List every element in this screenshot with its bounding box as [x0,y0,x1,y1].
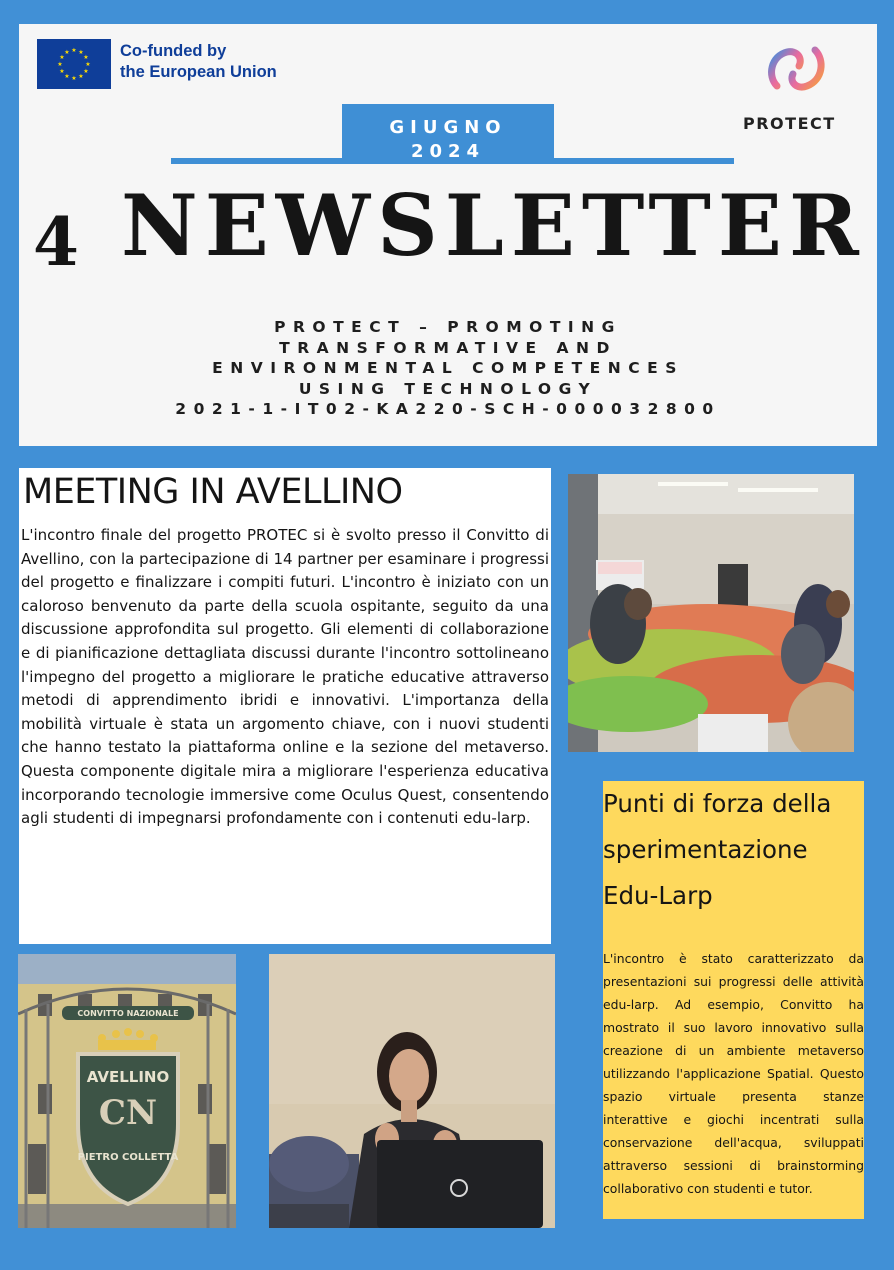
subtitle-line: ENVIRONMENTAL COMPETENCES [212,359,684,377]
article-body: L'incontro finale del progetto PROTEC si è svolto presso il Convitto di Avellino, con la partecipazione di 14 partner per esaminare i progressi del progetto e finalizzare i compiti futuri. L'incontro è iniziato con un caloroso benvenuto da parte della scuola ospitante, seguito da una discussione approfondita sul progetto. Gli elementi di collaborazione e di pianificazione dettagliata discussi durante l'incontro sottolineano l'impegno del progetto a migliorare le pratiche educative attraverso metodi di apprendimento ibridi e innovativi. L'importanza della mobilità virtuale è stata un argomento chiave, con i nuovi studenti che hanno testato la piattaforma online e la sezione del metaverso. Questa componente digitale mira a migliorare l'esperienza educativa incorporando tecnologie immersive come Oculus Quest, consentendo agli studenti di impegnarsi profondamente con i contenuti edu-larp. [21,526,549,828]
sidebar-title-line: Edu-Larp [603,881,713,910]
crest-initials: CN [98,1093,158,1133]
newsletter-header [19,24,877,446]
meeting-article [19,468,551,944]
article-title: MEETING IN AVELLINO [23,472,403,512]
subtitle-line: PROTECT – PROMOTING [274,318,622,336]
svg-text:★: ★ [78,73,84,80]
edu-larp-sidebar [603,781,864,1219]
convitto-crest-photo [18,954,236,1228]
svg-text:★: ★ [71,75,77,82]
subtitle-line: USING TECHNOLOGY [298,379,598,398]
protect-logo-icon [763,38,831,100]
project-subtitle [19,317,877,420]
crest-city-label: AVELLINO [86,1068,170,1086]
svg-text:★: ★ [57,61,63,68]
crest-banner-label: CONVITTO NAZIONALE [77,1009,179,1018]
svg-text:★: ★ [59,54,65,61]
sidebar-title [603,781,864,919]
svg-text:★: ★ [78,49,84,56]
eu-cofunding-label: Co-funded by the European Union [120,42,277,81]
issue-number: 4 [33,203,79,281]
protect-brand-label: PROTECT [743,114,836,133]
svg-text:★: ★ [64,49,70,56]
project-code: 2021-1-IT02-KA220-SCH-000032800 [175,400,721,418]
svg-text:★: ★ [83,68,89,75]
speaker-photo [269,954,555,1228]
svg-text:★: ★ [64,73,70,80]
svg-text:★: ★ [59,68,65,75]
sidebar-title-line: sperimentazione [603,835,808,864]
eu-flag-icon [37,39,111,89]
svg-text:★: ★ [85,61,91,68]
issue-date-badge: GIUGNO 2024 [342,104,554,164]
svg-text:★: ★ [83,54,89,61]
sidebar-body: L'incontro è stato caratterizzato da presentazioni sui progressi delle attività edu-larp. Ad esempio, Convitto ha mostrato il suo lavoro innovativo sulla creazione di un ambiente metaverso utilizzando l'applicazione Spatial. Questo spazio virtuale presenta stanze interattive e giochi incentrati sulla conservazione dell'acqua, sviluppati attraverso sessioni di brainstorming collaborativo con studenti e tutor. [603,951,864,1196]
newsletter-title: NEWSLETTER [121,176,866,275]
crest-name-label: PIETRO COLLETTA [77,1152,179,1163]
svg-text:★: ★ [71,47,77,54]
subtitle-line: TRANSFORMATIVE AND [279,338,617,357]
sidebar-title-line: Punti di forza della [603,789,832,818]
meeting-classroom-photo [568,474,854,752]
